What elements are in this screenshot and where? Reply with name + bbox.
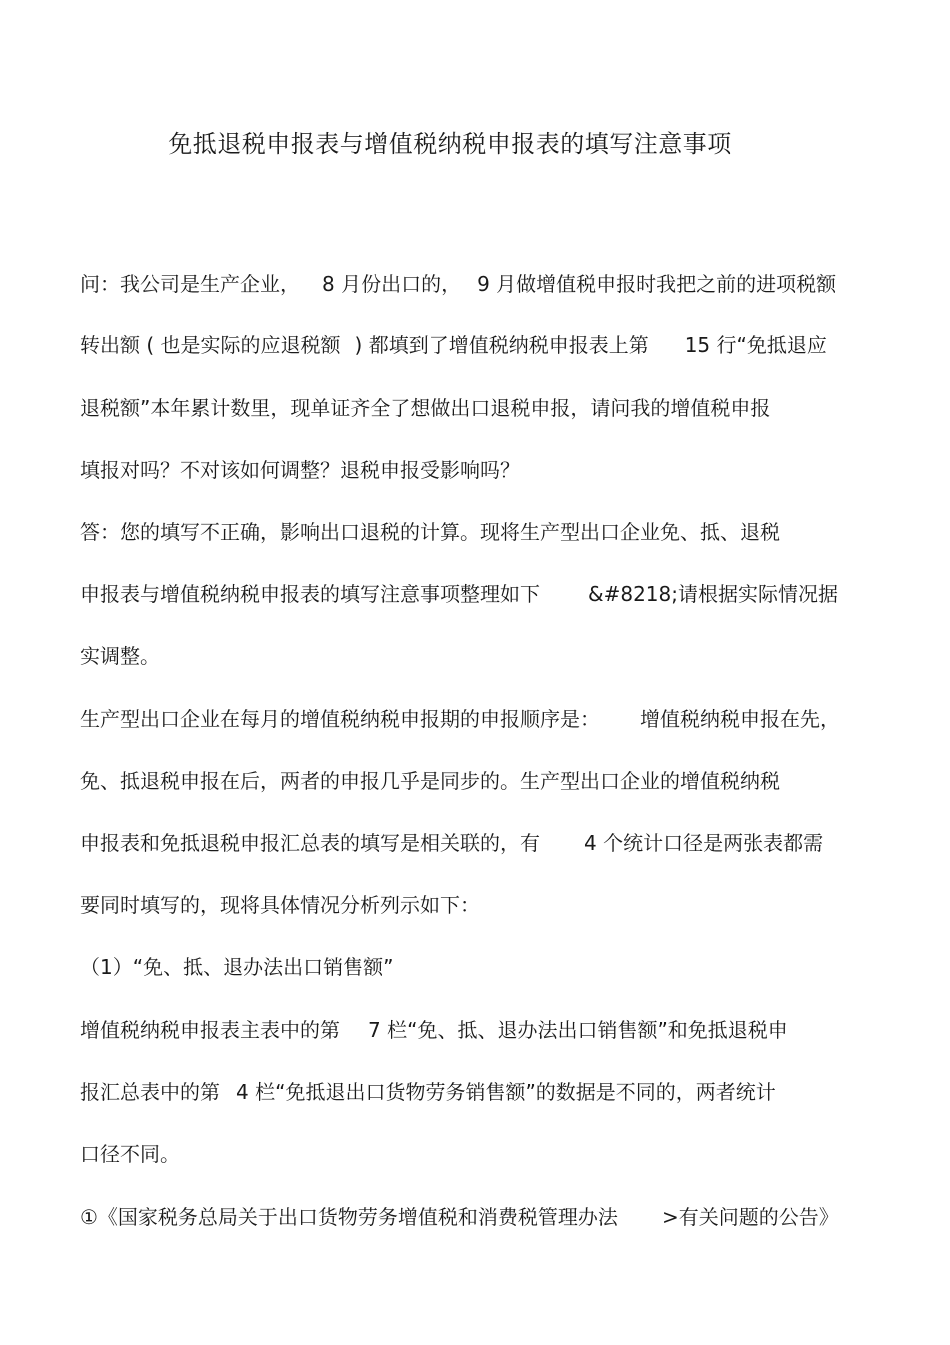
text-segment: ) 都填到了增值税纳税申报表上第 — [354, 333, 649, 357]
paragraph-line — [80, 270, 836, 298]
text-segment: >有关问题的公告》 — [661, 1205, 839, 1229]
text-segment: ①《国家税务总局关于出口货物劳务增值税和消费税管理办法 — [80, 1205, 618, 1229]
paragraph-line — [80, 1203, 839, 1231]
text-segment: 8 月份出口的， — [322, 272, 462, 296]
text-segment: 9 月做增值税申报时我把之前的进项税额 — [477, 272, 837, 296]
paragraph-line: 实调整。 — [80, 644, 160, 668]
paragraph-line: 填报对吗？不对该如何调整？退税申报受影响吗？ — [80, 458, 520, 482]
text-segment: 4 个统计口径是两张表都需 — [584, 831, 824, 855]
paragraph-line — [80, 829, 823, 857]
text-segment: &#8218;请根据实际情况据 — [588, 582, 838, 606]
text-segment: 15 行“免抵退应 — [684, 333, 827, 357]
section-heading: （1）“免、抵、退办法出口销售额” — [80, 955, 394, 979]
paragraph-line: 口径不同。 — [80, 1142, 180, 1166]
text-segment: 申报表与增值税纳税申报表的填写注意事项整理如下 — [80, 582, 540, 606]
text-segment: 转出额 ( 也是实际的应退税额 — [80, 333, 341, 357]
text-segment: 4 栏“免抵退出口货物劳务销售额”的数据是不同的，两者统计 — [236, 1080, 776, 1104]
paragraph-line — [80, 331, 827, 359]
paragraph-line — [80, 1078, 776, 1106]
text-segment: 问：我公司是生产企业， — [80, 272, 300, 296]
text-segment: 7 栏“免、抵、退办法出口销售额”和免抵退税申 — [368, 1018, 788, 1042]
text-segment: 申报表和免抵退税申报汇总表的填写是相关联的，有 — [80, 831, 540, 855]
text-segment: 报汇总表中的第 — [80, 1080, 220, 1104]
text-segment: 生产型出口企业在每月的增值税纳税申报期的申报顺序是： — [80, 707, 600, 731]
paragraph-line: 退税额”本年累计数里，现单证齐全了想做出口退税申报，请问我的增值税申报 — [80, 396, 771, 420]
paragraph-line — [80, 580, 838, 608]
paragraph-line — [80, 705, 840, 733]
paragraph-line — [80, 1016, 788, 1044]
text-segment: 增值税纳税申报在先， — [640, 707, 840, 731]
paragraph-line: 答：您的填写不正确，影响出口退税的计算。现将生产型出口企业免、抵、退税 — [80, 520, 780, 544]
text-segment: 增值税纳税申报表主表中的第 — [80, 1018, 340, 1042]
paragraph-line: 要同时填写的，现将具体情况分析列示如下： — [80, 893, 480, 917]
paragraph-line: 免、抵退税申报在后，两者的申报几乎是同步的。生产型出口企业的增值税纳税 — [80, 769, 780, 793]
document-title: 免抵退税申报表与增值税纳税申报表的填写注意事项 — [168, 130, 732, 158]
